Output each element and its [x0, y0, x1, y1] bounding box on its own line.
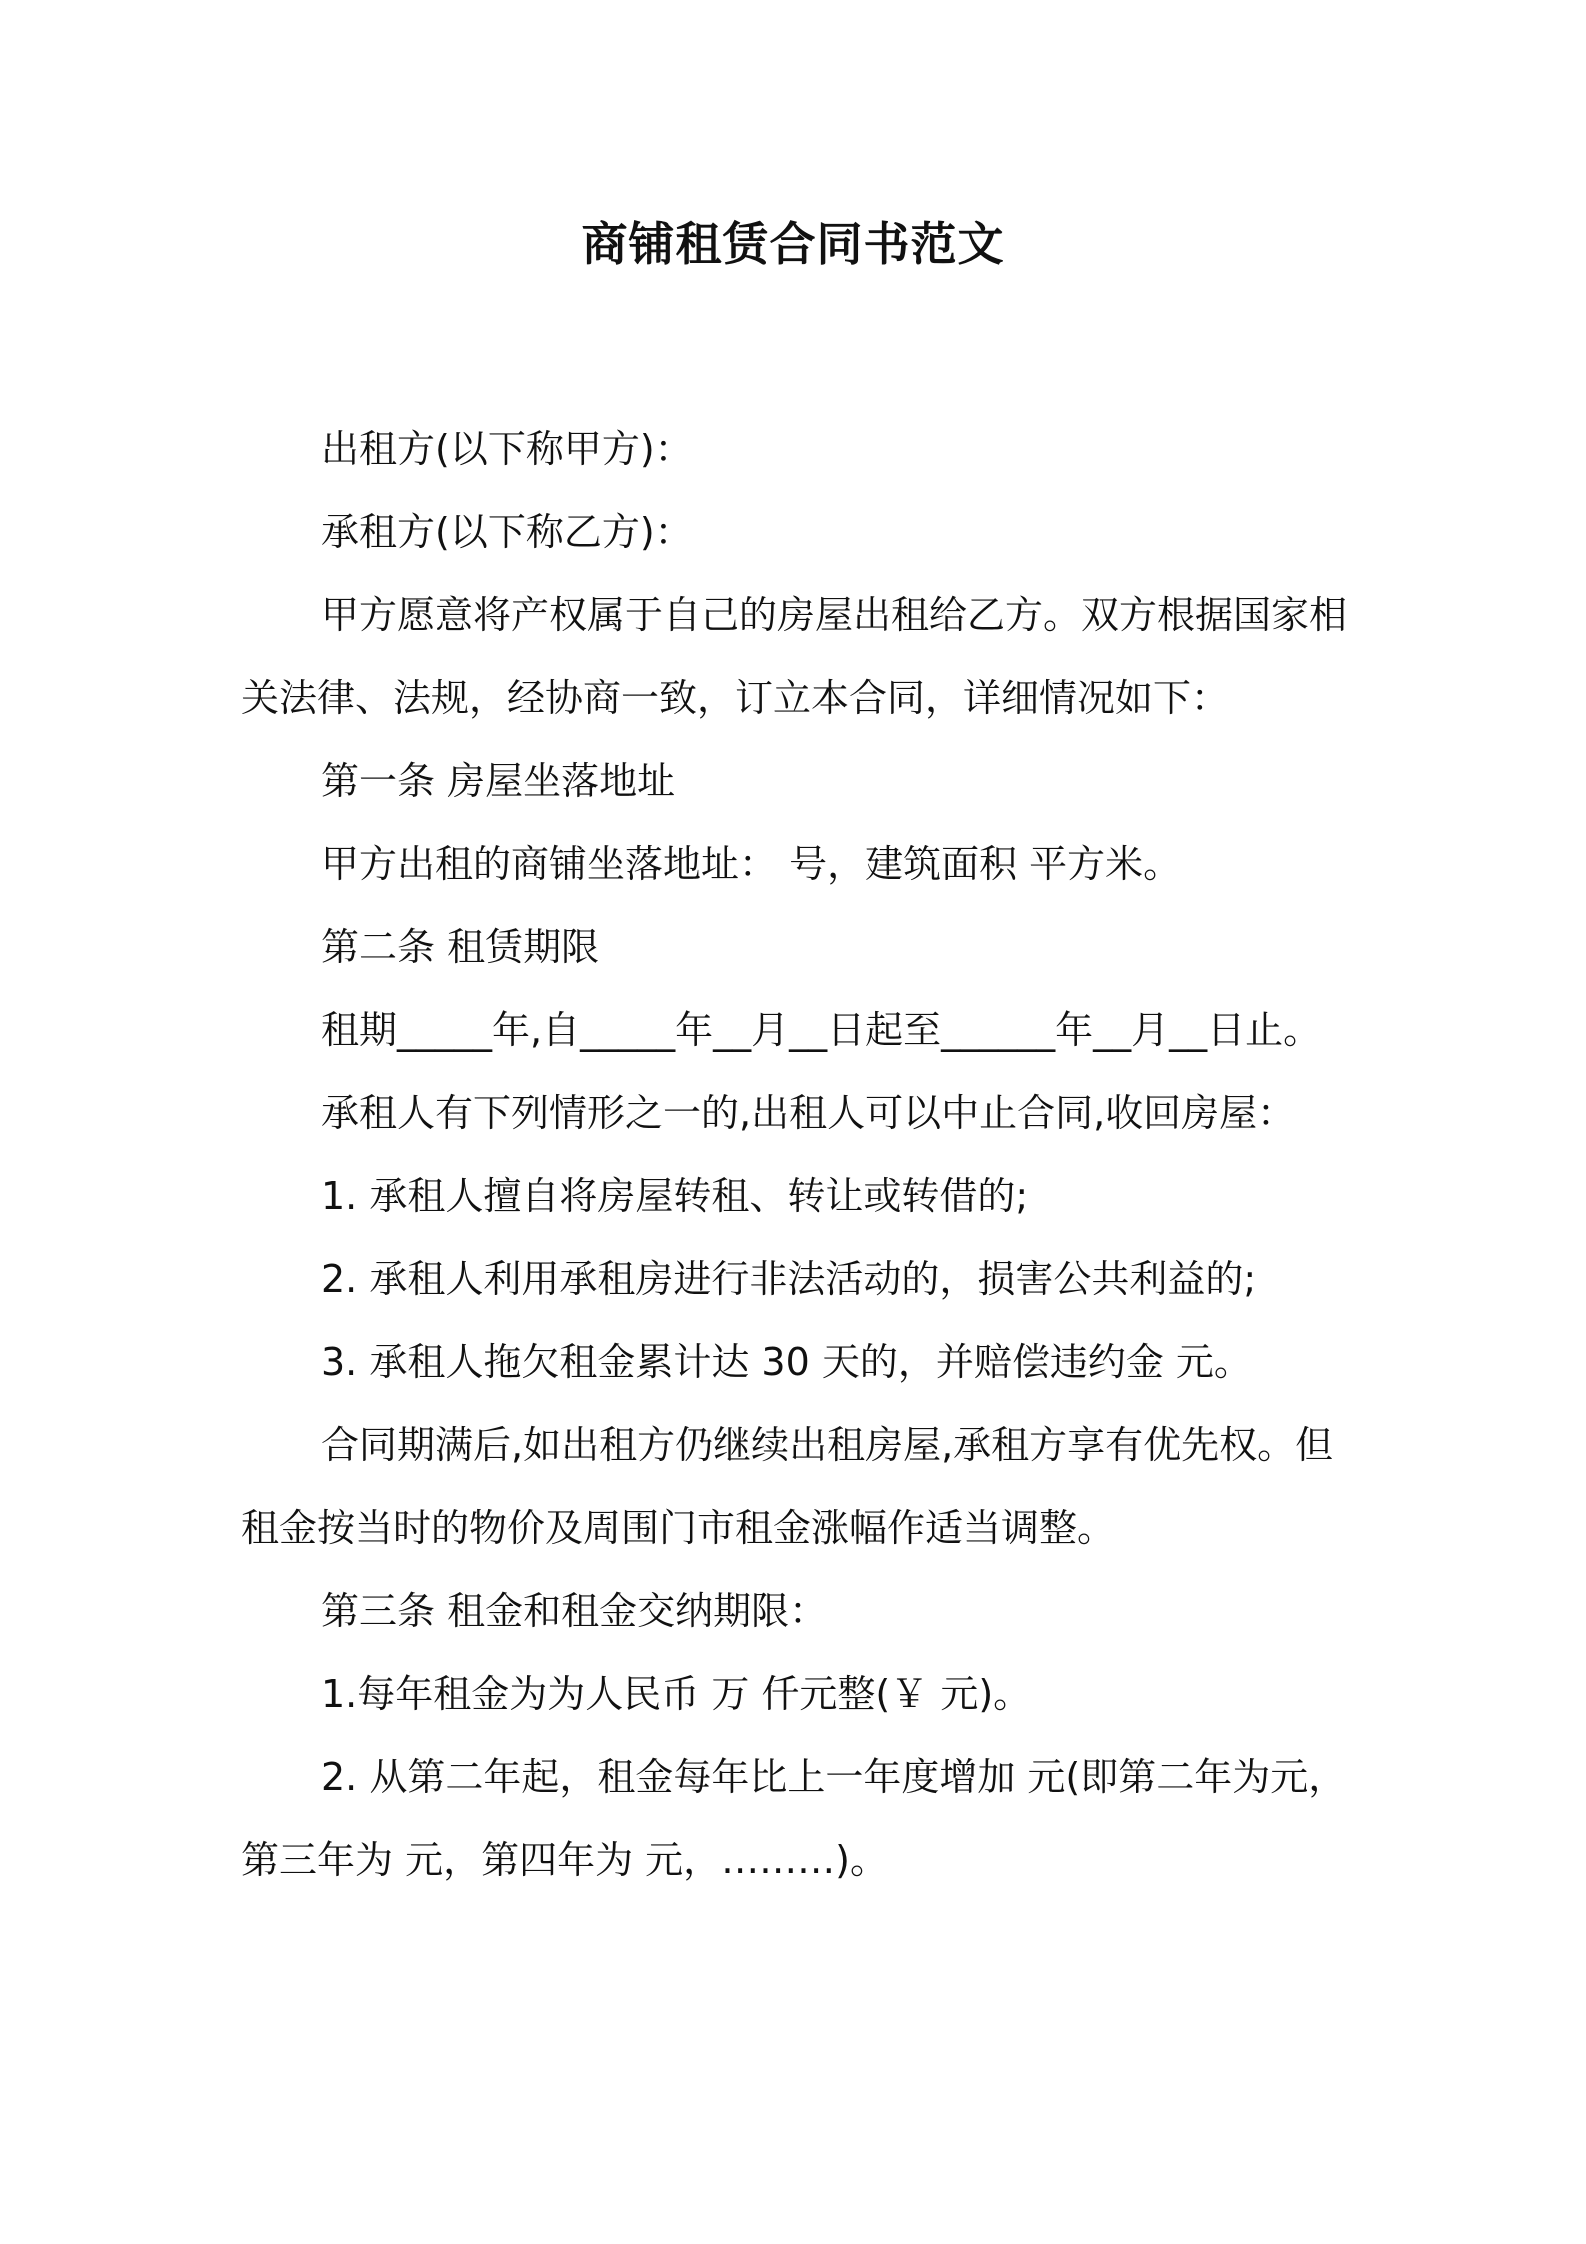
paragraph-lessor: 出租方(以下称甲方)： — [321, 427, 693, 471]
paragraph-condition-2: 2. 承租人利用承租房进行非法活动的，损害公共利益的; — [321, 1257, 1257, 1301]
paragraph-annual-rent: 1.每年租金为为人民币 万 仟元整(￥ 元)。 — [321, 1672, 1032, 1716]
paragraph-article-3-heading: 第三条 租金和租金交纳期限： — [321, 1589, 828, 1633]
paragraph-article-2-heading: 第二条 租赁期限 — [321, 925, 600, 969]
document-title: 商铺租赁合同书范文 — [581, 217, 1005, 271]
document-body — [241, 408, 1361, 1902]
paragraph-renewal-priority: 合同期满后,如出租方仍继续出租房屋,承租方享有优先权。但租金按当时的物价及周围门市租金涨幅作适当调整。 — [241, 1423, 1334, 1550]
paragraph-rent-increase: 2. 从第二年起，租金每年比上一年度增加 元(即第二年为元，第三年为 元，第四年为 元，………)。 — [241, 1755, 1347, 1882]
paragraph-condition-1: 1. 承租人擅自将房屋转租、转让或转借的; — [321, 1174, 1029, 1218]
paragraph-termination-conditions: 承租人有下列情形之一的,出租人可以中止合同,收回房屋： — [321, 1091, 1296, 1135]
paragraph-article-1-heading: 第一条 房屋坐落地址 — [321, 759, 676, 803]
paragraph-lessee: 承租方(以下称乙方)： — [321, 510, 693, 554]
paragraph-address: 甲方出租的商铺坐落地址： 号，建筑面积 平方米。 — [321, 842, 1182, 886]
paragraph-condition-3: 3. 承租人拖欠租金累计达 30 天的，并赔偿违约金 元。 — [321, 1340, 1252, 1384]
paragraph-intro: 甲方愿意将产权属于自己的房屋出租给乙方。双方根据国家相关法律、法规，经协商一致，订立本合同，详细情况如下： — [241, 593, 1348, 720]
paragraph-lease-term: 租期_____年,自_____年__月__日起至______年__月__日止。 — [321, 1008, 1322, 1052]
